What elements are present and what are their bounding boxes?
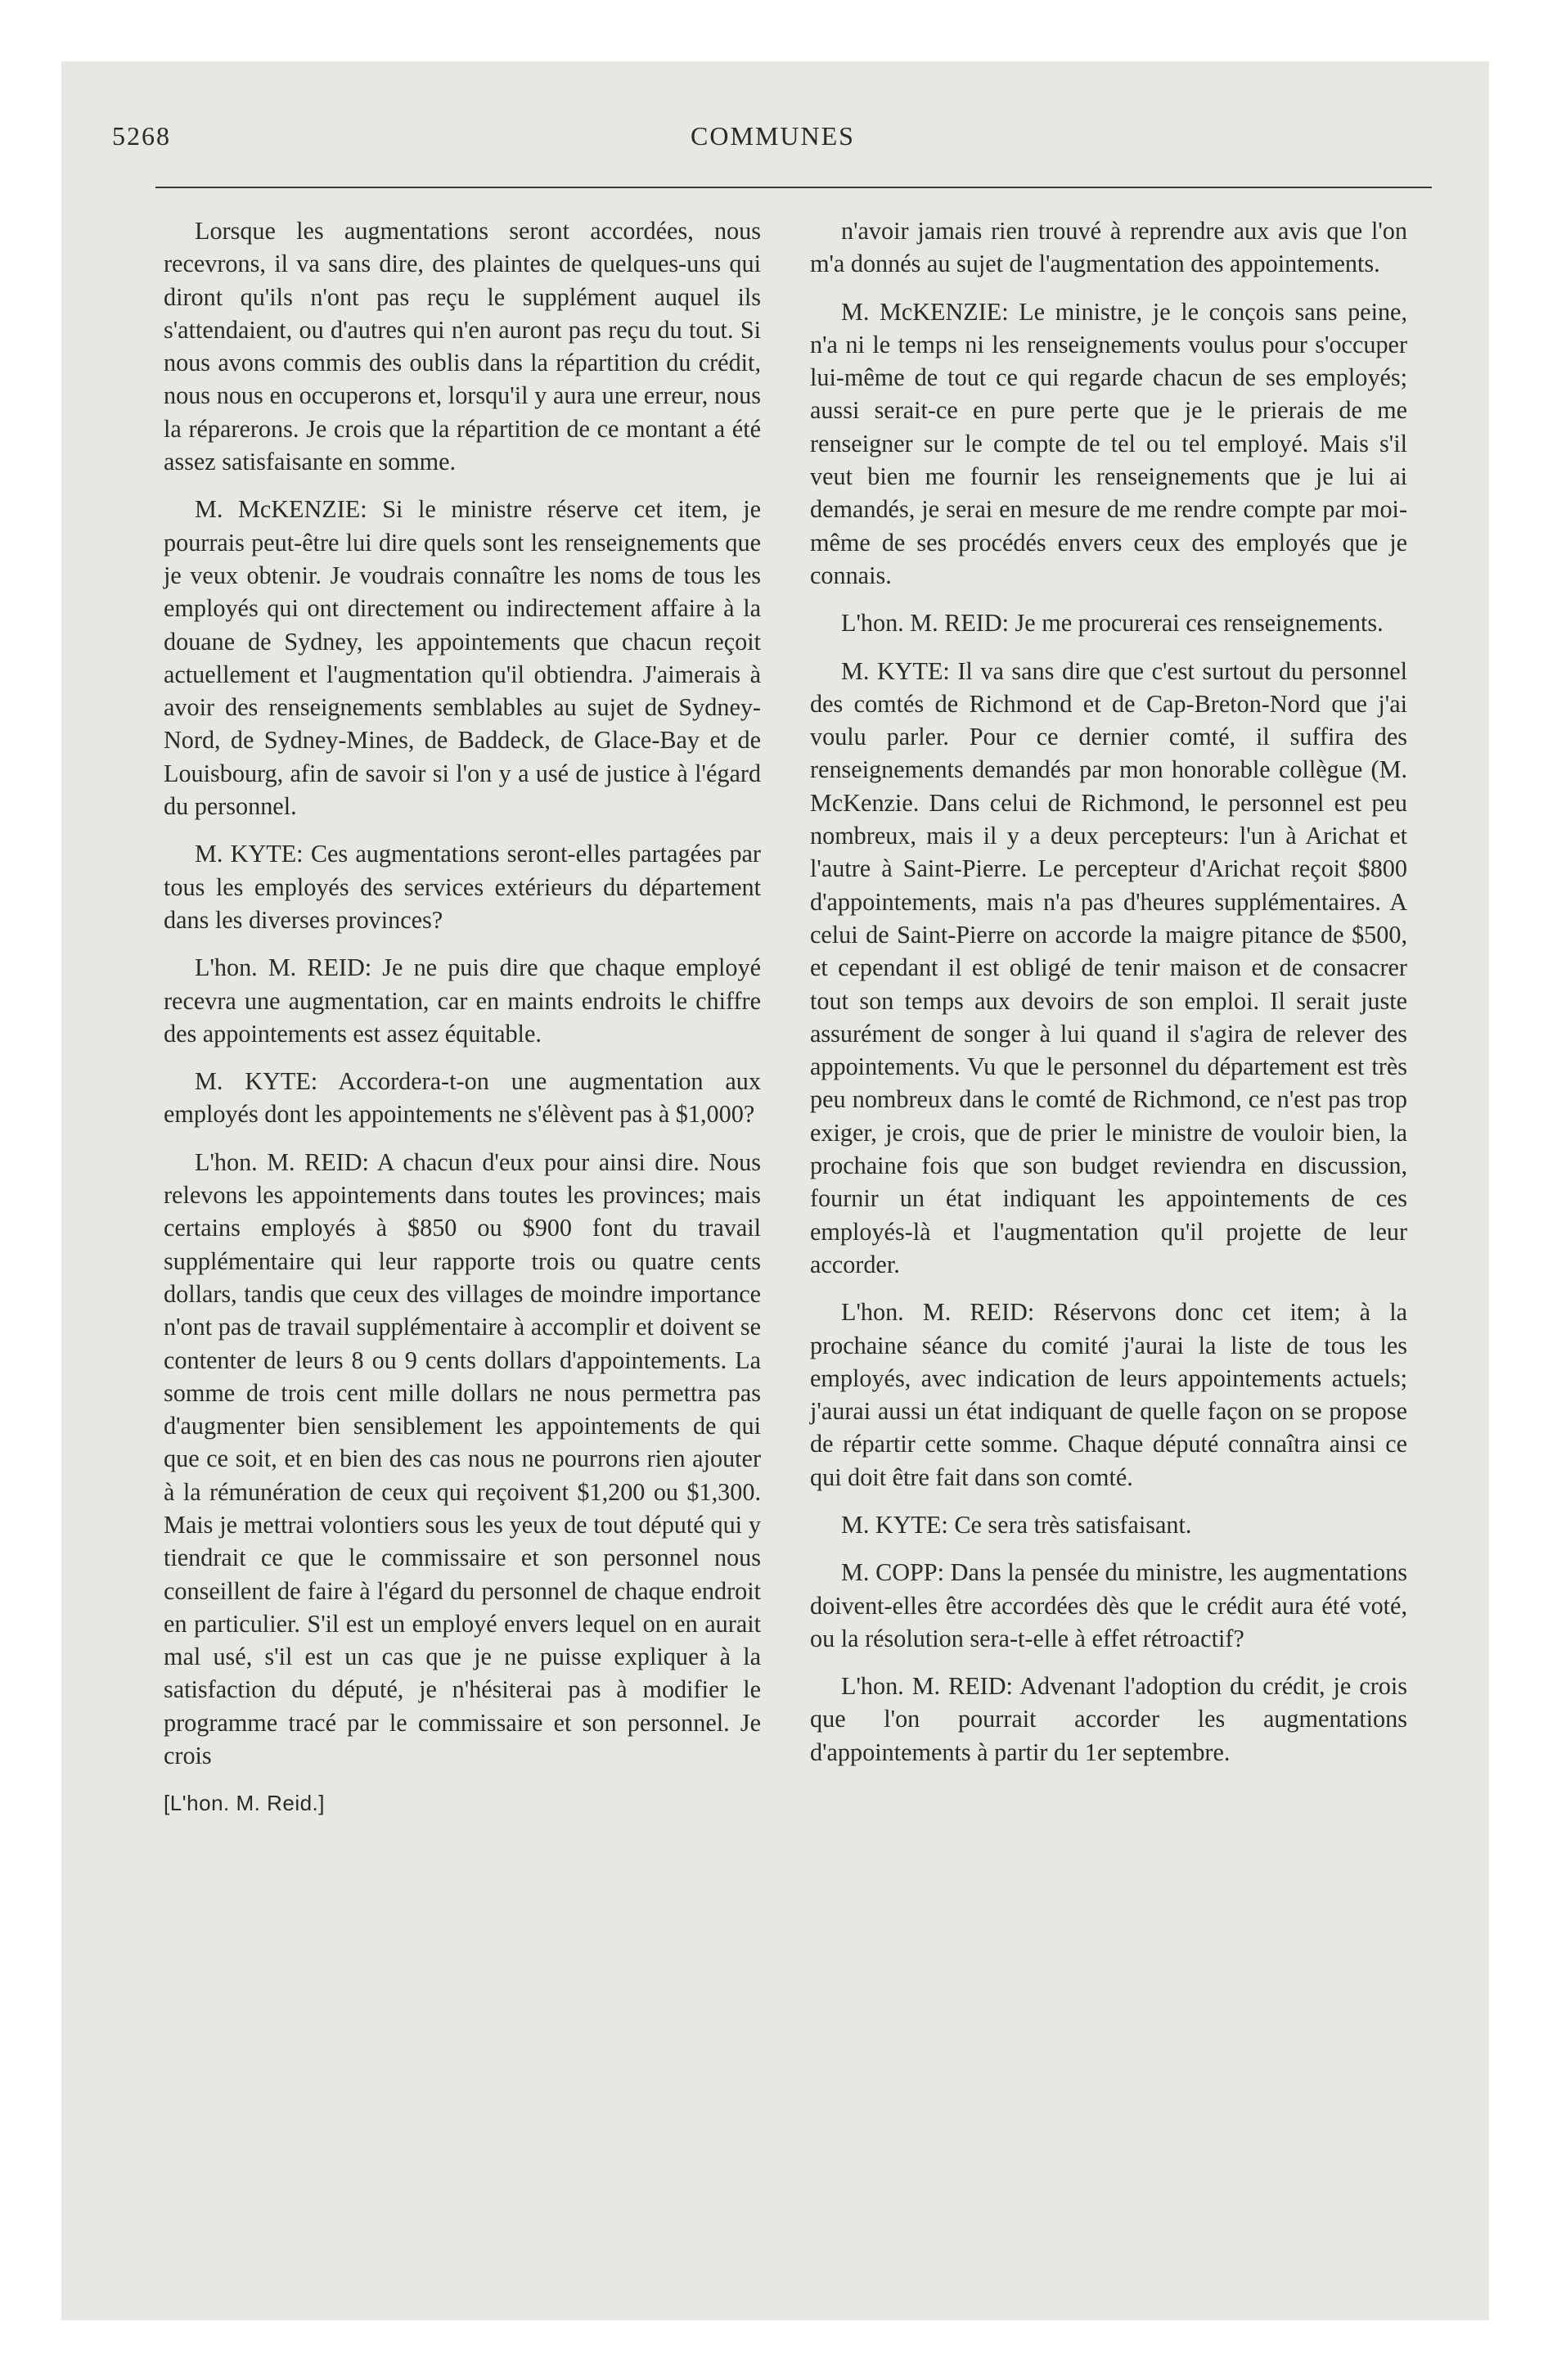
page-header (112, 121, 1433, 162)
speaker-footer-note: [L'hon. M. Reid.] (164, 1791, 325, 1816)
paragraph: L'hon. M. REID: Réservons donc cet item; à la prochaine séance du comité j'aurai la liste de tous les employés, avec indication de leurs appointements actuels; j'aurai aussi un état indiquant de quelle façon on se propose de répartir cette somme. Chaque député connaîtra ainsi ce qui doit être fait dans son comté. (810, 1298, 1407, 1491)
paragraph: M. KYTE: Ces augmentations seront-elles partagées par tous les employés des services extérieurs du département dans les diverses provinces? (164, 840, 761, 934)
paragraph: M. COPP: Dans la pensée du ministre, les augmentations doivent-elles être accordées dès que le crédit aura été voté, ou la résolution sera-t-elle à effet rétroactif? (810, 1558, 1407, 1652)
running-head: COMMUNES (691, 121, 855, 151)
paragraph: Lorsque les augmentations seront accordées, nous recevrons, il va sans dire, des plaintes de quelques-uns qui diront qu'ils n'ont pas reçu le supplément auquel ils s'attendaient, ou d'autres qui n'en auront pas reçu du tout. Si nous avons commis des oublis dans la répartition du crédit, nous nous en occuperons et, lorsqu'il y aura une erreur, nous la réparerons. Je crois que la répartition de ce montant a été assez satisfaisante en somme. (164, 217, 761, 476)
page-number: 5268 (112, 121, 171, 151)
paragraph: L'hon. M. REID: Je me procurerai ces renseignements. (841, 609, 1384, 638)
right-column (810, 214, 1407, 1783)
paragraph: M. McKENZIE: Le ministre, je le conçois sans peine, n'a ni le temps ni les renseignements voulus pour s'occuper lui-même de tout ce qui regarde chacun de ses employés; aussi serait-ce en pure perte que je le prierais de me renseigner sur le compte de tel ou tel employé. Mais s'il veut bien me fournir les renseignements que je lui ai demandés, je serai en mesure de me rendre compte par moi-même de ses procédés envers ceux des employés que je connais. (810, 297, 1407, 589)
paragraph: M. KYTE: Ce sera très satisfaisant. (841, 1510, 1192, 1539)
paragraph: L'hon. M. REID: Advenant l'adoption du crédit, je crois que l'on pourrait accorder les augmentations d'appointements à partir du 1er septembre. (810, 1672, 1407, 1766)
left-column (164, 214, 761, 1820)
paragraph: M. KYTE: Il va sans dire que c'est surtout du personnel des comtés de Richmond et de Cap-Breton-Nord que j'ai voulu parler. Pour ce dernier comté, il suffira des renseignements demandés par mon honorable collègue (M. McKenzie. Dans celui de Richmond, le personnel est peu nombreux, mais il y a deux percepteurs: l'un à Arichat et l'autre à Saint-Pierre. Le percepteur d'Arichat reçoit $800 d'appointements, mais n'a pas d'heures supplémentaires. A celui de Saint-Pierre on accorde la maigre pitance de $500, et cependant il est obligé de tenir maison et de consacrer tout son temps aux devoirs de son emploi. Il serait juste assurément de songer à lui quand il s'agira de relever des appointements. Vu que le personnel du département est très peu nombreux dans le comté de Richmond, ce n'est pas trop exiger, je crois, que de prier le ministre de vouloir bien, la prochaine fois que son budget reviendra en discussion, fournir un état indiquant les appointements de ces employés-là et l'augmentation qu'il projette de leur accorder. (810, 656, 1407, 1278)
paragraph: M. KYTE: Accordera-t-on une augmentation aux employés dont les appointements ne s'élèvent pas à $1,000? (164, 1067, 761, 1129)
header-rule (155, 187, 1432, 188)
paragraph: M. McKENZIE: Si le ministre réserve cet item, je pourrais peut-être lui dire quels sont les renseignements que je veux obtenir. Je voudrais connaître les noms de tous les employés qui ont directement ou indirectement affaire à la douane de Sydney, les appointements que chacun reçoit actuellement et l'augmentation qu'il obtiendra. J'aimerais à avoir des renseignements semblables au sujet de Sydney-Nord, de Sydney-Mines, de Baddeck, de Glace-Bay et de Louisbourg, afin de savoir si l'on y a usé de justice à l'égard du personnel. (164, 495, 761, 821)
paragraph: n'avoir jamais rien trouvé à reprendre aux avis que l'on m'a donnés au sujet de l'augmentation des appointements. (810, 217, 1407, 278)
paragraph: L'hon. M. REID: A chacun d'eux pour ainsi dire. Nous relevons les appointements dans toutes les provinces; mais certains employés à $850 ou $900 font du travail supplémentaire qui leur rapporte trois ou quatre cents dollars, tandis que ceux des villages de moindre importance n'ont pas de travail supplémentaire à accomplir et doivent se contenter de leurs 8 ou 9 cents dollars d'appointements. La somme de trois cent mille dollars ne nous permettra pas d'augmenter bien sensiblement les appointements de qui que ce soit, et en bien des cas nous ne pourrons rien ajouter à la rémunération de ceux qui reçoivent $1,200 ou $1,300. Mais je mettrai volontiers sous les yeux de tout député qui y tiendrait ce que le commissaire et son personnel nous conseillent de faire à l'égard du personnel de chaque endroit en particulier. S'il est un employé envers lequel on en aurait mal usé, s'il est un cas que je ne puisse expliquer à la satisfaction du député, je n'hésiterai pas à modifier le programme tracé par le commissaire et son personnel. Je crois (164, 1147, 761, 1770)
paragraph: L'hon. M. REID: Je ne puis dire que chaque employé recevra une augmentation, car en maints endroits le chiffre des appointements est assez équitable. (164, 953, 761, 1048)
